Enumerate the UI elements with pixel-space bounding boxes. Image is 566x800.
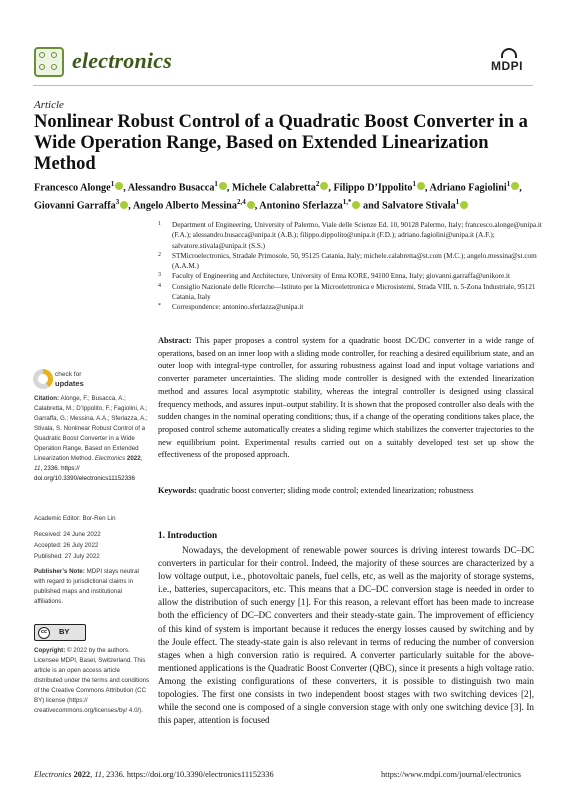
author-name[interactable]: Alessandro Busacca bbox=[127, 182, 215, 194]
citation-doi[interactable]: , 2336. https:// doi.org/10.3390/electronics11152336 bbox=[34, 465, 135, 482]
keywords-text: quadratic boost converter; sliding mode control; extended linearization; robustness bbox=[198, 486, 474, 495]
footer-citation: Electronics 2022, 11, 2336. https://doi.org/10.3390/electronics11152336 bbox=[34, 770, 274, 779]
author-separator: , bbox=[519, 182, 522, 194]
citation-text: Alonge, F.; Busacca, A.; Calabretta, M.; D’Ippolito, F.; Fagiolini, A.; Garraffa, G.; Messina, A.A.; Sferlazza, A.; Stivala, S. Nonlinear Robust Control of a Quadratic Boost Converter in a Wide Operation Range, Based on Extended Linearization Method. bbox=[34, 395, 148, 462]
affiliation-text: Correspondence: antonino.sferlazza@unipa.it bbox=[172, 303, 304, 312]
author-name[interactable]: Francesco Alonge bbox=[34, 182, 111, 194]
header-divider bbox=[33, 85, 533, 86]
journal-name[interactable]: electronics bbox=[72, 48, 172, 73]
affiliation-item bbox=[158, 282, 542, 303]
citation-label: Citation: bbox=[34, 395, 60, 402]
author-affiliation-mark: 1,* bbox=[342, 198, 352, 207]
affiliation-number: * bbox=[158, 303, 161, 310]
author-affiliation-mark: 1 bbox=[506, 180, 511, 188]
author-affiliation-mark: 1 bbox=[455, 198, 460, 207]
affiliation-text: Faculty of Engineering and Architecture, University of Enna KORE, 94100 Enna, Italy; giovanni.garraffa@unikore.it bbox=[172, 272, 511, 281]
keywords bbox=[158, 485, 534, 497]
affiliation-number: 3 bbox=[158, 272, 161, 279]
author-separator: , bbox=[254, 200, 260, 212]
by-icon: BY bbox=[59, 627, 70, 636]
citation-volume: 11 bbox=[34, 465, 41, 472]
academic-editor: Academic Editor: Bor-Ren Lin bbox=[34, 515, 116, 522]
article-title: Nonlinear Robust Control of a Quadratic Boost Converter in a Wide Operation Range, Based on Extended Linearization Method bbox=[34, 112, 528, 174]
author-separator: and bbox=[360, 200, 382, 212]
abstract bbox=[158, 335, 534, 462]
intro-text-c: ], while the second one is composed of a single conversion stage with only one switching device [ bbox=[158, 689, 534, 713]
orcid-icon[interactable] bbox=[460, 201, 468, 209]
abstract-label: Abstract: bbox=[158, 336, 192, 345]
author-affiliation-mark: 3 bbox=[115, 198, 120, 207]
publisher-logo[interactable]: MDPI bbox=[491, 59, 523, 73]
author-affiliation-mark: 1 bbox=[214, 180, 218, 188]
affiliation-number: 4 bbox=[158, 282, 161, 289]
author-affiliation-mark: 2 bbox=[315, 180, 320, 188]
cc-by-license-badge[interactable] bbox=[34, 624, 86, 641]
citation-ref-2[interactable]: 2 bbox=[524, 689, 529, 700]
author-affiliation-mark: 1 bbox=[412, 180, 416, 188]
footer-year: 2022 bbox=[73, 770, 91, 779]
orcid-icon[interactable] bbox=[247, 201, 255, 209]
affiliation-item bbox=[158, 251, 542, 272]
intro-text-b: ]. For this reason, a relevant effort has been made to increase both the efficiency of DC–DC converters and their steady-state gain. The improvement of efficiency of this kind of system is important because it reduces the energy losses caused by switching and by the Joule effect. The steady-state gain is also relevant in terms of reducing the number of conversion stages when a high conversion ratio is required. A converter particularly suitable for the above-mentioned applications is the Quadratic Boost Converter (QBC), since it presents a high voltage ratio. Among the existing configurations of these converters, it is possible to distinguish two main topologies. The first one consists in two independent boost stages with two switching devices [ bbox=[158, 597, 535, 700]
author-name[interactable]: Salvatore Stivala bbox=[382, 200, 456, 212]
copyright-block bbox=[34, 646, 150, 716]
publishers-note bbox=[34, 567, 150, 607]
affiliation-number: 1 bbox=[158, 221, 161, 227]
affiliation-text: STMicroelectronics, Stradale Primosole, 50, 95125 Catania, Italy; michele.calabretta@st.com (M.C.); angelo.messina@st.com (A.A.M.) bbox=[172, 251, 537, 271]
citation-journal: Electronics bbox=[94, 455, 126, 462]
footer-journal: Electronics bbox=[34, 770, 72, 779]
check-updates-label[interactable]: check for bbox=[55, 371, 82, 378]
affiliation-text: Department of Engineering, University of Palermo, Viale delle Scienze Ed. 10, 90128 Palermo, Italy; francesco.alonge@unipa.it (F.A.); alessandro.busacca@unipa.it (A.B.); filippo.dippolito@unipa.it (F.D.); adriano.fagiolini@unipa.it (A.F.); salvatore.stivala@unipa.it (S.S.) bbox=[172, 221, 542, 250]
author-name[interactable]: Antonino Sferlazza bbox=[259, 200, 343, 212]
check-updates-icon[interactable] bbox=[33, 369, 53, 389]
affiliation-item bbox=[158, 220, 542, 251]
abstract-text: This paper proposes a control system for a quadratic boost DC/DC converter in a wide range of operations, based on an inner loop with a sliding mode controller, for reaching a desired equilibrium state, and an outer loop with integral-type controller, for assuring robustness against load and input voltage variations and converter parameter uncertainties. The sliding mode controller is designed with the extended linearization method and assures local asymptotic stability, whereas the integral controller is designed using classical frequency methods, and assures input–output stability. It is shown that the proposed controller also deals with the sudden changes in the nominal operating conditions; thus, if a change of the operating conditions takes place, the proposed control scheme automatically creates a sliding regime which stabilizes the converter trajectories to the new equilibrium point. Experimental results carried out on a suitably developed test set up show the effectiveness of the proposed approach. bbox=[158, 336, 534, 460]
mdpi-logo-icon bbox=[501, 48, 517, 58]
orcid-icon[interactable] bbox=[219, 182, 227, 190]
citation-year: 2022 bbox=[126, 455, 141, 462]
author-separator: , bbox=[226, 182, 233, 194]
author-separator: , bbox=[328, 182, 334, 194]
affiliation-item bbox=[158, 302, 542, 312]
author-name[interactable]: Angelo Alberto Messina bbox=[132, 200, 237, 212]
author-list bbox=[34, 177, 534, 214]
footer-doi-link[interactable]: , 2336. https://doi.org/10.3390/electronics11152336 bbox=[102, 770, 274, 779]
introduction-paragraph bbox=[158, 544, 534, 727]
footer-volume: 11 bbox=[94, 770, 102, 779]
keywords-label: Keywords: bbox=[158, 486, 197, 495]
author-separator: , bbox=[424, 182, 430, 194]
affiliation-text: Consiglio Nazionale delle Ricerche—Istituto per la Microelettronica e Microsistemi, Strada VIII, n. 5-Zona Industriale, 95121 Catania, Italy bbox=[172, 282, 536, 302]
author-name[interactable]: Michele Calabretta bbox=[232, 182, 316, 194]
author-affiliation-mark: 2,4 bbox=[236, 198, 246, 207]
journal-logo-icon bbox=[34, 47, 64, 77]
copyright-label: Copyright: bbox=[34, 647, 66, 654]
affiliation-number: 2 bbox=[158, 251, 161, 258]
author-affiliation-mark: 1 bbox=[110, 180, 115, 188]
affiliation-list bbox=[158, 220, 542, 313]
published-date: Published: 27 July 2022 bbox=[34, 553, 100, 560]
affiliation-item bbox=[158, 271, 542, 281]
cc-icon: cc bbox=[38, 627, 50, 639]
citation-ref-3[interactable]: 3 bbox=[513, 702, 519, 713]
check-updates-label-bold[interactable]: updates bbox=[55, 379, 84, 388]
section-heading-introduction: 1. Introduction bbox=[158, 530, 218, 540]
received-date: Received: 24 June 2022 bbox=[34, 531, 101, 538]
author-separator: , bbox=[128, 200, 133, 212]
orcid-icon[interactable] bbox=[417, 182, 425, 190]
author-name[interactable]: Filippo D’Ippolito bbox=[333, 182, 413, 194]
accepted-date: Accepted: 26 July 2022 bbox=[34, 542, 99, 549]
intro-text-d: ]. In this paper, attention is focused bbox=[158, 702, 534, 726]
orcid-icon[interactable] bbox=[115, 182, 123, 190]
author-name[interactable]: Adriano Fagiolini bbox=[429, 182, 507, 194]
intro-text-a: Nowadays, the development of renewable power sources is driving interest towards DC–DC converters in particular for their control. Indeed, the majority of these sources are characterized by a low voltage output, i.e., photovoltaic panels, fuel cells, etc, as well as the majority of storage systems, i.e., batteries, supercapacitors, etc. This means that a DC–DC conversion stage is needed in order to allow the distribution of such energy [ bbox=[158, 545, 534, 608]
citation-block: Citation: Alonge, F.; Busacca, A.; Calabretta, M.; D’Ippolito, F.; Fagiolini, A.; Garraffa, G.; Messina, A.A.; Sferlazza, A.; Stivala, S. Nonlinear Robust Control of a Quadratic Boost Converter in a Wide Operation Range, Based on Extended Linearization Method. Electronics 2022, 11, 2336. https:// doi.org/10.3390/electronics11152336 bbox=[34, 395, 148, 482]
author-separator: , bbox=[123, 182, 128, 194]
publishers-note-text: MDPI stays neutral with regard to jurisdictional claims in published maps and institutional affiliations. bbox=[34, 568, 139, 605]
citation-ref-1[interactable]: 1 bbox=[300, 597, 306, 608]
footer-journal-url[interactable]: https://www.mdpi.com/journal/electronics bbox=[381, 770, 522, 779]
article-type: Article bbox=[34, 99, 64, 111]
author-name[interactable]: Giovanni Garraffa bbox=[34, 200, 116, 212]
copyright-text: © 2022 by the authors. Licensee MDPI, Basel, Switzerland. This article is an open access article distributed under the terms and conditions of the Creative Commons Attribution (CC BY) license (https:// creativecommons.org/licenses/by/ 4.0/). bbox=[34, 647, 150, 714]
publishers-note-label: Publisher’s Note: bbox=[34, 568, 85, 575]
